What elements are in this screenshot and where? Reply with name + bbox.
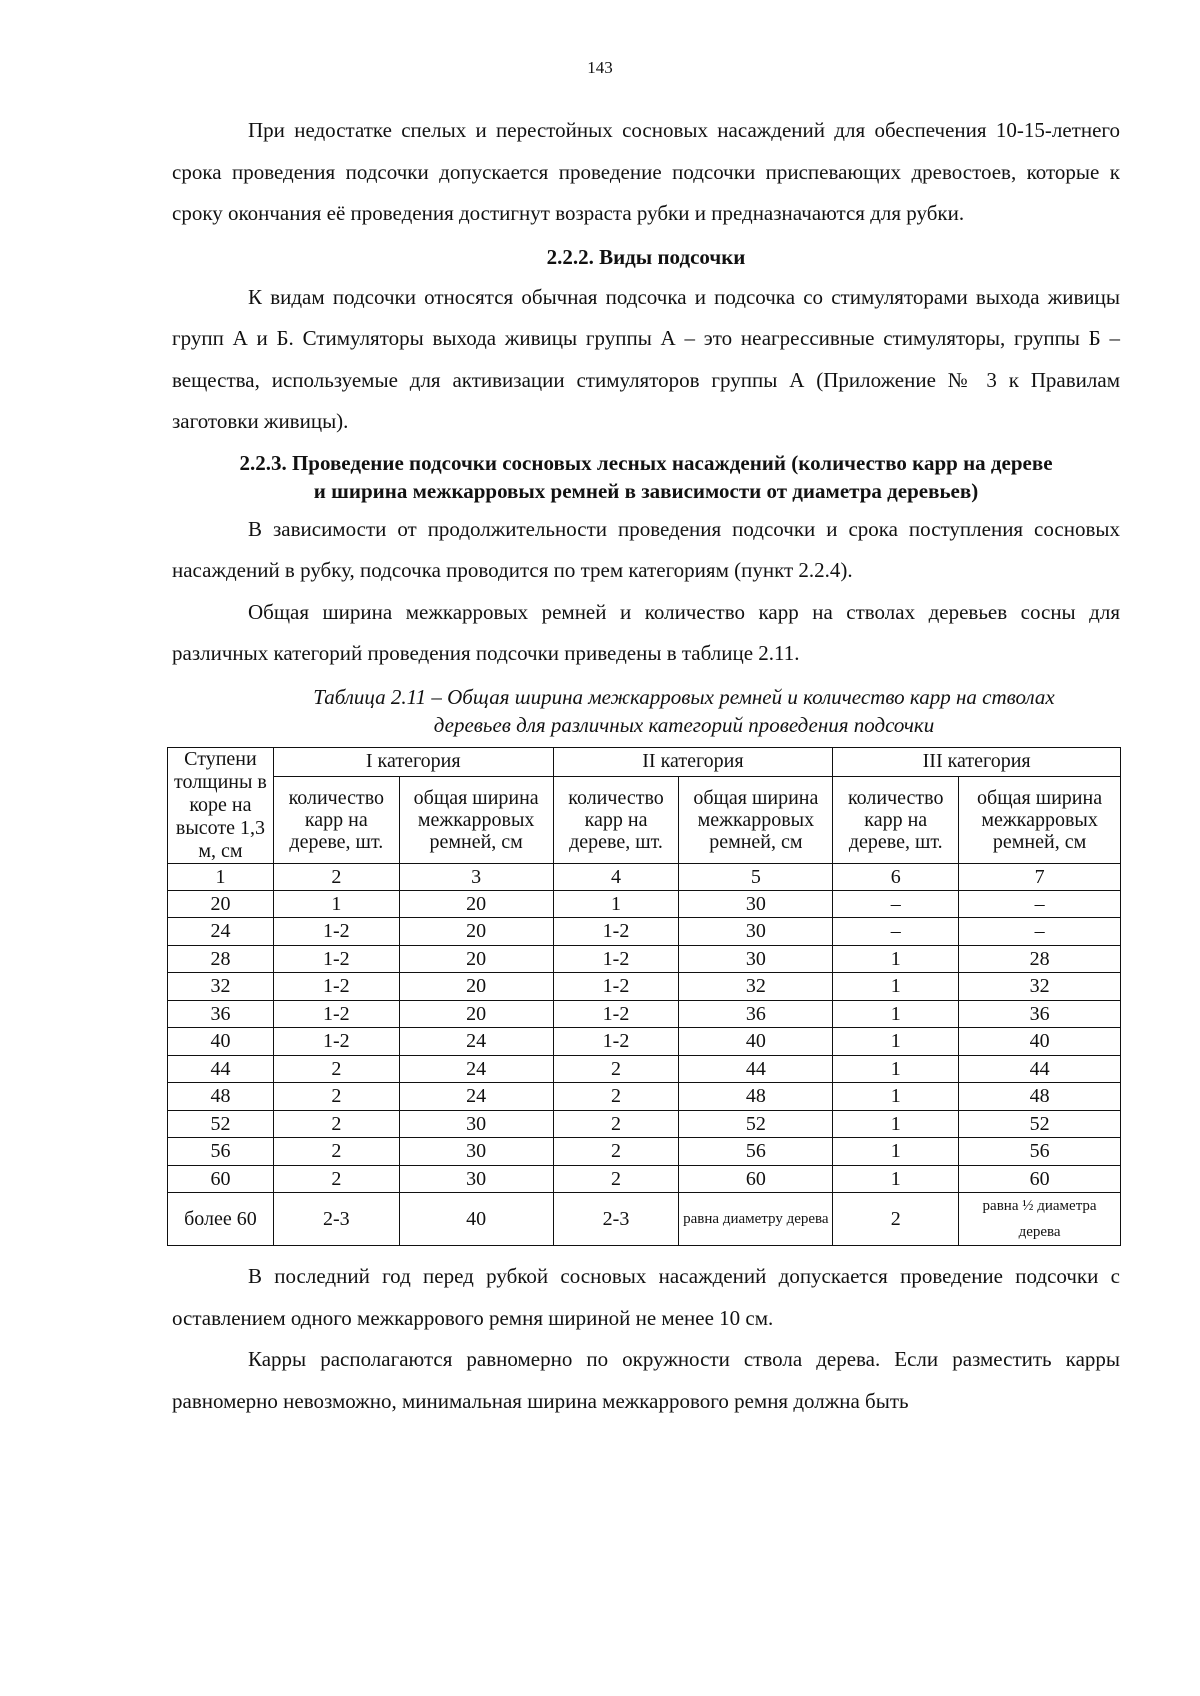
table-cell: 1: [833, 973, 959, 1001]
table-cell: 48: [679, 1083, 833, 1111]
table-cell: –: [959, 890, 1121, 918]
table-cell: 1: [833, 1138, 959, 1166]
column-number: 2: [273, 863, 399, 890]
table-cell: 2: [553, 1083, 679, 1111]
table-cell: 60: [959, 1165, 1121, 1193]
table-cell: 36: [959, 1000, 1121, 1028]
table-cell: 32: [959, 973, 1121, 1001]
table-cell: 1: [273, 890, 399, 918]
table-cell: 20: [399, 890, 553, 918]
table-subheader-row: [168, 776, 1121, 863]
table-cell: 56: [168, 1138, 274, 1166]
table-body: [168, 890, 1121, 1193]
table-cell: 1: [833, 945, 959, 973]
header-count-cat2: количество карр на дереве, шт.: [553, 776, 679, 863]
table-cell: 52: [679, 1110, 833, 1138]
header-count-cat3: количество карр на дереве, шт.: [833, 776, 959, 863]
table-cell: 2: [553, 1138, 679, 1166]
header-category-3: III категория: [833, 747, 1121, 776]
table-cell: 30: [679, 918, 833, 946]
table-cell: 2: [553, 1110, 679, 1138]
table-caption: [172, 683, 1120, 739]
table-cell: –: [959, 918, 1121, 946]
table-cell: 52: [959, 1110, 1121, 1138]
table-caption-line2: деревьев для различных категорий проведения подсочки: [433, 712, 935, 737]
table-cell: 20: [399, 918, 553, 946]
table-cell: 30: [679, 945, 833, 973]
table-cell: 60: [679, 1165, 833, 1193]
paragraph-table-reference: Общая ширина межкарровых ремней и количество карр на стволах деревьев сосны для различных категорий проведения подсочки приведены в таблице 2.11.: [172, 599, 1120, 665]
section-heading-2-2-3-line1: 2.2.3. Проведение подсочки сосновых лесных насаждений (количество карр на дереве: [239, 450, 1053, 475]
table-row: [168, 973, 1121, 1001]
header-count-cat1: количество карр на дереве, шт.: [273, 776, 399, 863]
column-number: 1: [168, 863, 274, 890]
table-cell: –: [833, 918, 959, 946]
table-cell: 2-3: [553, 1193, 679, 1246]
table-row-over-60: [168, 1193, 1121, 1246]
table-cell: 1-2: [553, 945, 679, 973]
table-cell: 2: [273, 1138, 399, 1166]
table-cell: 2: [833, 1193, 959, 1246]
table-cell: 1: [833, 1110, 959, 1138]
table-cell: 1-2: [553, 1028, 679, 1056]
table-cell: 32: [168, 973, 274, 1001]
table-cell: 36: [168, 1000, 274, 1028]
page-content: [172, 110, 1120, 1422]
table-cell: 2: [553, 1055, 679, 1083]
column-number: 6: [833, 863, 959, 890]
table-caption-line1: Таблица 2.11 – Общая ширина межкарровых ремней и количество карр на стволах: [313, 684, 1055, 709]
table-cell: 20: [399, 973, 553, 1001]
table-cell: 1: [833, 1028, 959, 1056]
table-cell: 1: [833, 1083, 959, 1111]
column-number: 3: [399, 863, 553, 890]
header-category-1: I категория: [273, 747, 553, 776]
data-table: [167, 747, 1121, 1247]
table-cell: 2-3: [273, 1193, 399, 1246]
table-cell: равна ½ диаметра дерева: [959, 1193, 1121, 1246]
table-cell: 1-2: [273, 973, 399, 1001]
paragraph-tapping-types: К видам подсочки относятся обычная подсочка и подсочка со стимуляторами выхода живицы групп А и Б. Стимуляторы выхода живицы группы А – это неагрессивные стимуляторы, группы Б – вещества, используемые для активизации стимуляторов группы А (Приложение № 3 к Правилам заготовки живицы).: [172, 284, 1120, 433]
table-row: [168, 1138, 1121, 1166]
table-cell: 1: [833, 1055, 959, 1083]
table-cell: 56: [679, 1138, 833, 1166]
header-thickness-step: Ступени толщины в коре на высоте 1,3 м, см: [168, 747, 274, 863]
table-cell: 2: [553, 1165, 679, 1193]
table-cell: 28: [959, 945, 1121, 973]
table-cell: 24: [168, 918, 274, 946]
section-heading-2-2-2: 2.2.2. Виды подсочки: [546, 244, 746, 269]
table-cell: 30: [399, 1138, 553, 1166]
table-cell: 40: [399, 1193, 553, 1246]
section-heading-2-2-3: [172, 449, 1120, 505]
table-cell: более 60: [168, 1193, 274, 1246]
table-cell: 44: [168, 1055, 274, 1083]
paragraph-placement: Карры располагаются равномерно по окружности ствола дерева. Если разместить карры равномерно невозможно, минимальная ширина межкаррового ремня должна быть: [172, 1347, 1120, 1413]
table-cell: 1-2: [273, 1028, 399, 1056]
table-cell: –: [833, 890, 959, 918]
table-cell: равна диаметру дерева: [679, 1193, 833, 1246]
table-cell: 1: [833, 1000, 959, 1028]
table-cell: 1: [553, 890, 679, 918]
table-cell: 1-2: [553, 918, 679, 946]
column-number: 7: [959, 863, 1121, 890]
table-cell: 1-2: [273, 1000, 399, 1028]
header-width-cat1: общая ширина межкарровых ремней, см: [399, 776, 553, 863]
section-heading-2-2-3-line2: и ширина межкарровых ремней в зависимости от диаметра деревьев): [313, 478, 979, 503]
table-cell: 24: [399, 1055, 553, 1083]
table-cell: 20: [168, 890, 274, 918]
table-column-numbers-row: [168, 863, 1121, 890]
paragraph-immature-stands: При недостатке спелых и перестойных сосновых насаждений для обеспечения 10-15-летнего срока проведения подсочки допускается проведение подсочки приспевающих древостоев, которые к сроку окончания её проведения достигнут возраста рубки и предназначаются для рубки.: [172, 118, 1120, 225]
table-cell: 1-2: [553, 1000, 679, 1028]
table-cell: 48: [959, 1083, 1121, 1111]
table-cell: 1-2: [273, 918, 399, 946]
table-cell: 44: [959, 1055, 1121, 1083]
table-cell: 24: [399, 1028, 553, 1056]
table-row: [168, 1055, 1121, 1083]
table-header-row: [168, 747, 1121, 776]
table-row: [168, 1000, 1121, 1028]
table-cell: 30: [399, 1165, 553, 1193]
table-cell: 28: [168, 945, 274, 973]
header-category-2: II категория: [553, 747, 833, 776]
table-cell: 24: [399, 1083, 553, 1111]
page-number: 143: [587, 58, 613, 77]
table-cell: 1: [833, 1165, 959, 1193]
table-cell: 40: [679, 1028, 833, 1056]
header-width-cat2: общая ширина межкарровых ремней, см: [679, 776, 833, 863]
table-row: [168, 1110, 1121, 1138]
table-cell: 36: [679, 1000, 833, 1028]
table-cell: 56: [959, 1138, 1121, 1166]
column-number: 5: [679, 863, 833, 890]
table-row: [168, 890, 1121, 918]
table-cell: 40: [959, 1028, 1121, 1056]
table-cell: 48: [168, 1083, 274, 1111]
table-cell: 2: [273, 1165, 399, 1193]
paragraph-categories: В зависимости от продолжительности проведения подсочки и срока поступления сосновых насаждений в рубку, подсочка проводится по трем категориям (пункт 2.2.4).: [172, 516, 1120, 582]
table-cell: 2: [273, 1055, 399, 1083]
table-cell: 1-2: [273, 945, 399, 973]
table-row: [168, 918, 1121, 946]
paragraph-last-year: В последний год перед рубкой сосновых насаждений допускается проведение подсочки с оставлением одного межкаррового ремня шириной не менее 10 см.: [172, 1264, 1120, 1330]
table-cell: 60: [168, 1165, 274, 1193]
table-cell: 20: [399, 945, 553, 973]
header-width-cat3: общая ширина межкарровых ремней, см: [959, 776, 1121, 863]
table-cell: 44: [679, 1055, 833, 1083]
table-cell: 20: [399, 1000, 553, 1028]
table-cell: 52: [168, 1110, 274, 1138]
table-cell: 2: [273, 1083, 399, 1111]
table-cell: 1-2: [553, 973, 679, 1001]
table-row: [168, 1165, 1121, 1193]
table-row: [168, 1083, 1121, 1111]
table-cell: 40: [168, 1028, 274, 1056]
table-cell: 2: [273, 1110, 399, 1138]
column-number: 4: [553, 863, 679, 890]
table-cell: 30: [399, 1110, 553, 1138]
table-row: [168, 945, 1121, 973]
table-row: [168, 1028, 1121, 1056]
table-cell: 32: [679, 973, 833, 1001]
table-cell: 30: [679, 890, 833, 918]
